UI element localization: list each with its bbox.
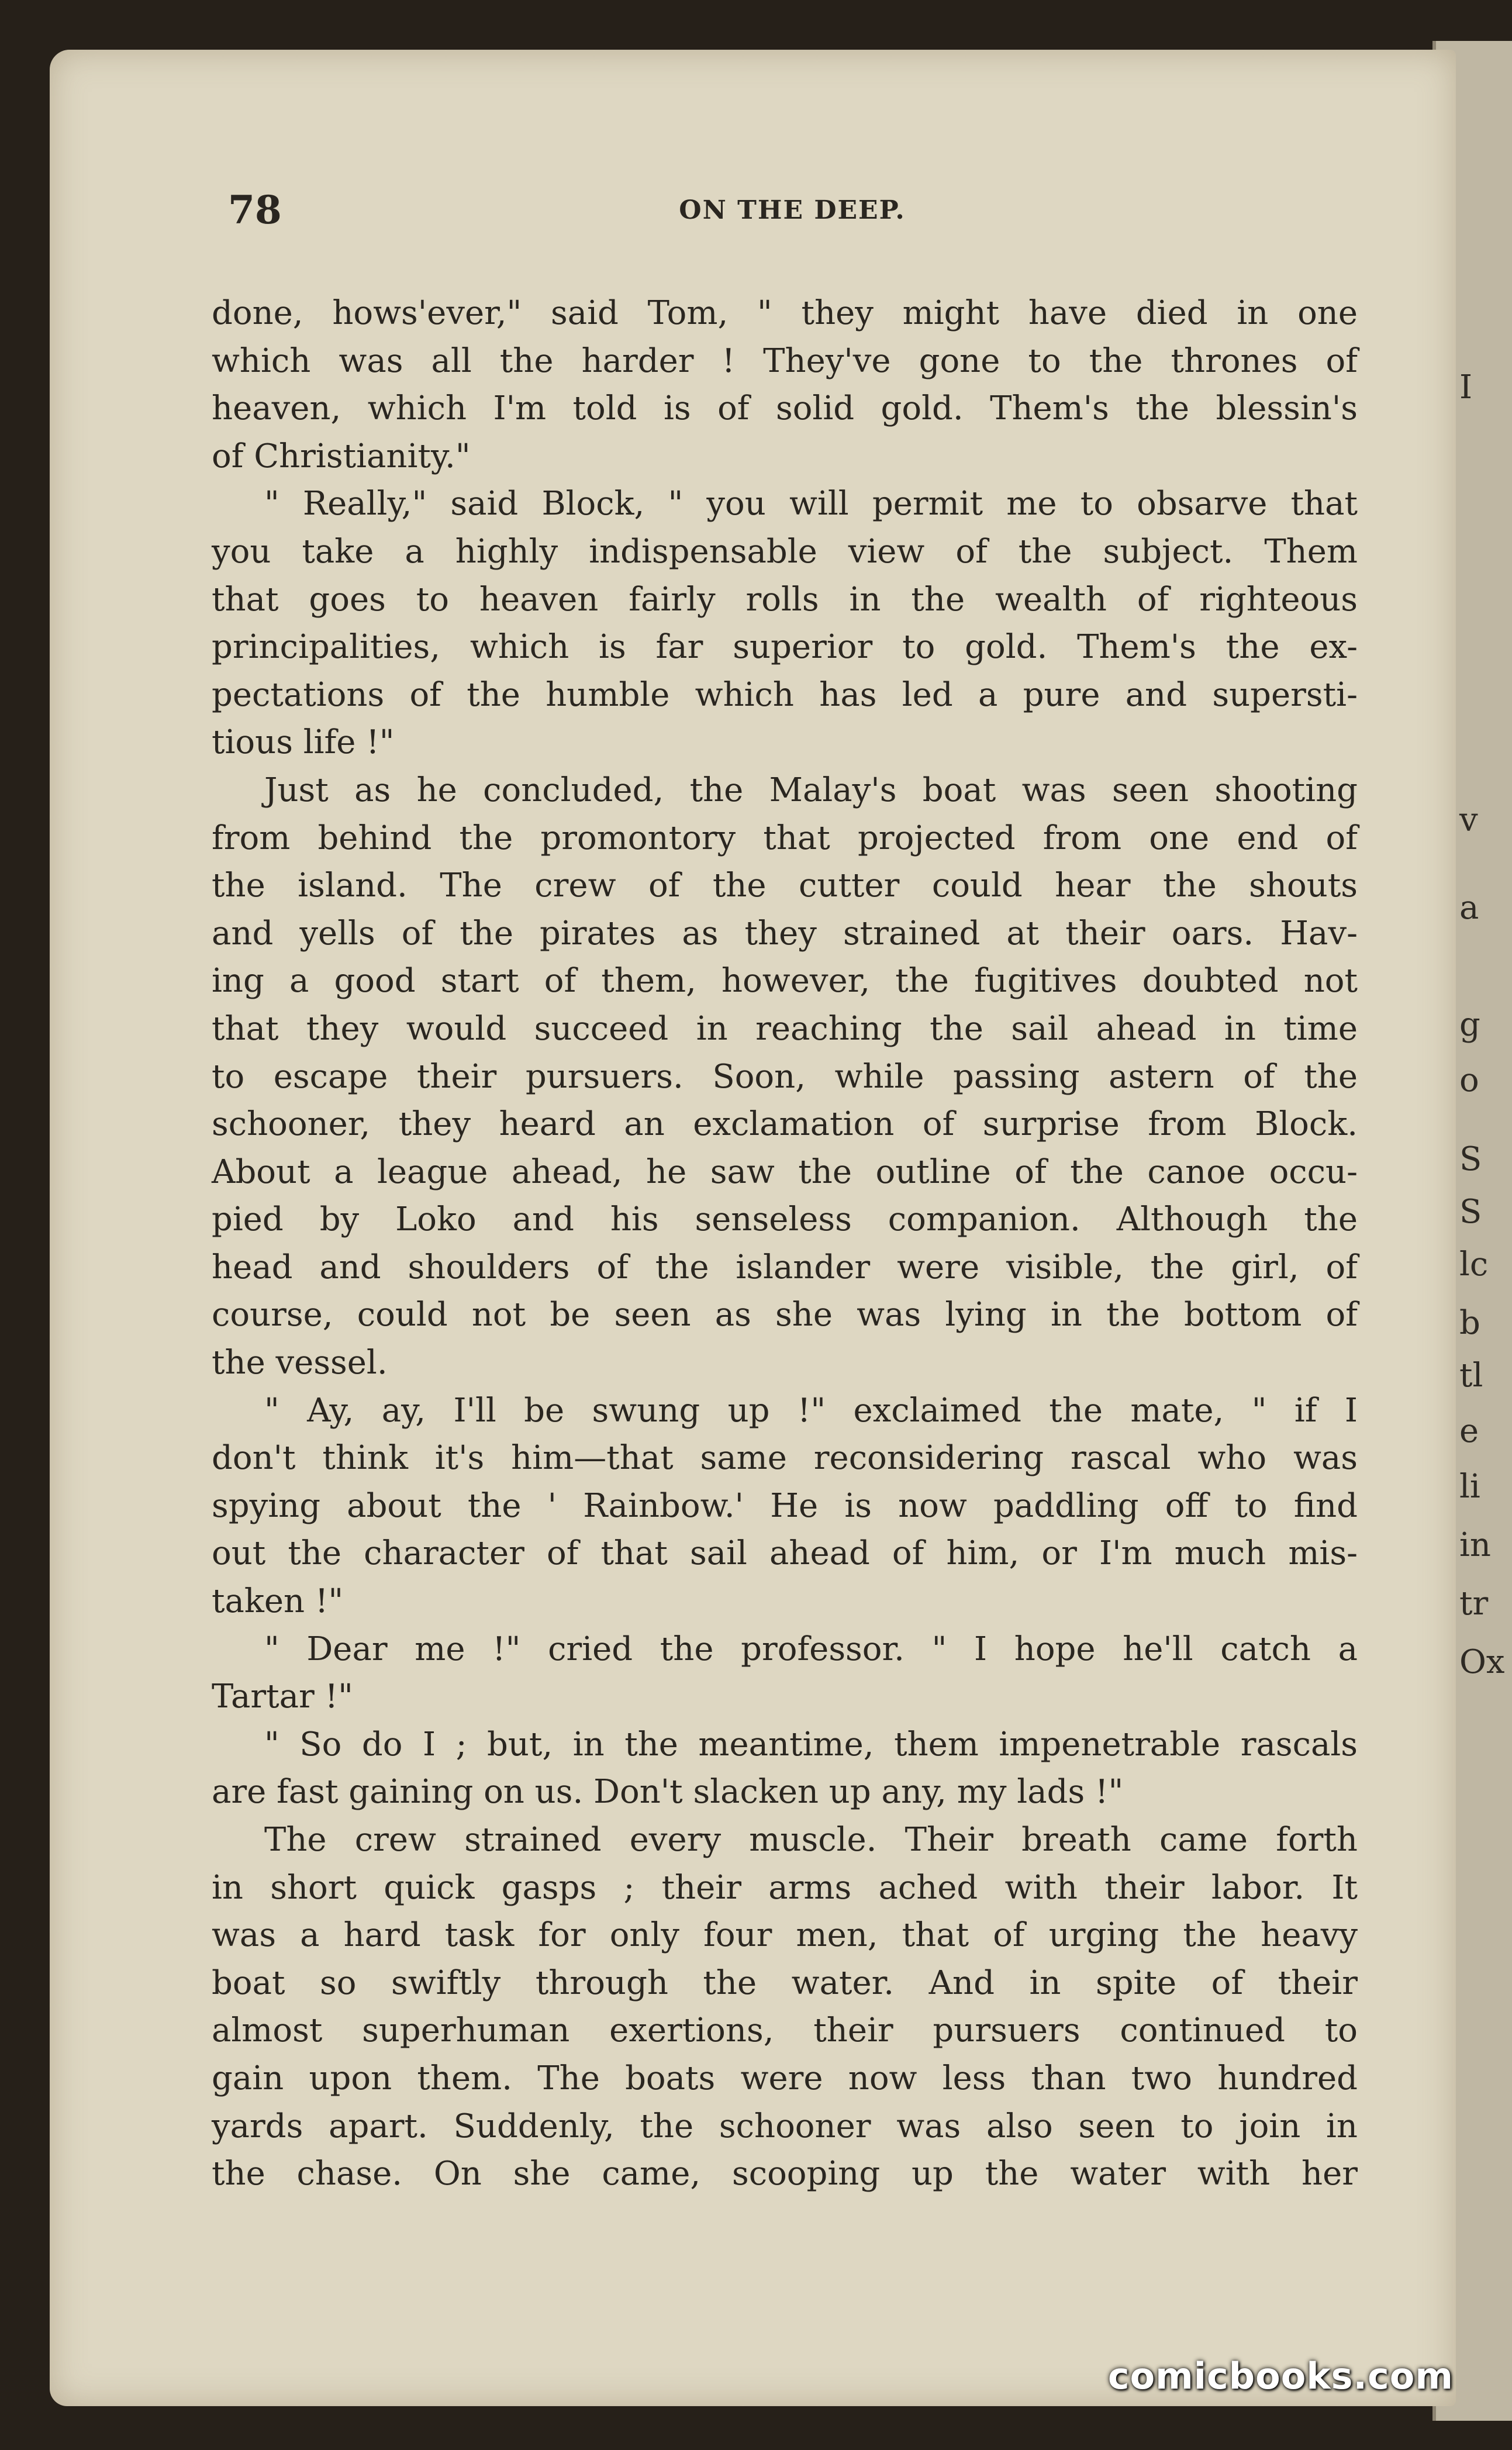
text-line: almost superhuman exertions, their pursuers continued to bbox=[212, 2011, 1358, 2050]
site-watermark: comicbooks.com bbox=[1107, 2355, 1454, 2397]
text-line: pied by Loko and his senseless companion. Although the bbox=[212, 1200, 1358, 1239]
text-line: the vessel. bbox=[212, 1344, 388, 1382]
text-line: pectations of the humble which has led a pure and supersti- bbox=[212, 675, 1358, 714]
next-page-fragment: Ox bbox=[1459, 1643, 1505, 1681]
running-head: ON THE DEEP. bbox=[679, 195, 906, 225]
text-line: taken !" bbox=[212, 1582, 344, 1621]
text-line: yards apart. Suddenly, the schooner was also seen to join in bbox=[212, 2107, 1358, 2145]
text-line: done, hows'ever," said Tom, " they might have died in one bbox=[212, 294, 1358, 332]
page-number: 78 bbox=[228, 187, 282, 233]
text-line: that goes to heaven fairly rolls in the wealth of righteous bbox=[212, 580, 1358, 619]
text-line: that they would succeed in reaching the sail ahead in time bbox=[212, 1009, 1358, 1048]
text-line: boat so swiftly through the water. And in spite of their bbox=[212, 1964, 1358, 2002]
body-text bbox=[212, 289, 1358, 2198]
text-line: are fast gaining on us. Don't slacken up any, my lads !" bbox=[212, 1773, 1124, 1811]
next-page-fragment: v bbox=[1459, 801, 1478, 839]
next-page-fragment: g bbox=[1459, 1006, 1480, 1044]
text-line: Tartar !" bbox=[212, 1678, 353, 1716]
text-line: " Really," said Block, " you will permit me to obsarve that bbox=[264, 485, 1358, 523]
next-page-fragment: o bbox=[1459, 1061, 1479, 1099]
next-page-fragment: e bbox=[1459, 1412, 1479, 1450]
text-line: The crew strained every muscle. Their breath came forth bbox=[264, 1821, 1358, 1859]
text-line: head and shoulders of the islander were visible, the girl, of bbox=[212, 1248, 1358, 1286]
text-line: you take a highly indispensable view of the subject. Them bbox=[212, 532, 1358, 571]
next-page-fragment: S bbox=[1459, 1193, 1482, 1231]
text-line: About a league ahead, he saw the outline of the canoe occu- bbox=[212, 1152, 1358, 1191]
next-page-fragment: li bbox=[1459, 1468, 1480, 1506]
text-line: which was all the harder ! They've gone to the thrones of bbox=[212, 341, 1358, 380]
text-line: " Ay, ay, I'll be swung up !" exclaimed the mate, " if I bbox=[264, 1391, 1358, 1430]
text-line: gain upon them. The boats were now less than two hundred bbox=[212, 2059, 1358, 2097]
next-page-fragment: a bbox=[1459, 889, 1479, 927]
text-line: course, could not be seen as she was lying in the bottom of bbox=[212, 1296, 1358, 1334]
text-line: tious life !" bbox=[212, 723, 395, 762]
text-line: spying about the ' Rainbow.' He is now paddling off to find bbox=[212, 1486, 1358, 1525]
text-line: from behind the promontory that projected from one end of bbox=[212, 819, 1358, 857]
page-header bbox=[228, 187, 1356, 246]
text-line: was a hard task for only four men, that of urging the heavy bbox=[212, 1916, 1358, 1955]
text-line: and yells of the pirates as they strained at their oars. Hav- bbox=[212, 914, 1358, 953]
text-line: principalities, which is far superior to gold. Them's the ex- bbox=[212, 628, 1358, 667]
text-line: ing a good start of them, however, the fugitives doubted not bbox=[212, 962, 1358, 1000]
text-line: " Dear me !" cried the professor. " I hope he'll catch a bbox=[264, 1630, 1358, 1668]
next-page-fragment: S bbox=[1459, 1140, 1482, 1178]
text-line: don't think it's him—that same reconsidering rascal who was bbox=[212, 1439, 1358, 1478]
next-page-fragment: tr bbox=[1459, 1585, 1489, 1623]
text-line: the chase. On she came, scooping up the water with her bbox=[212, 2155, 1358, 2193]
text-line: schooner, they heard an exclamation of surprise from Block. bbox=[212, 1105, 1358, 1144]
text-line: the island. The crew of the cutter could hear the shouts bbox=[212, 867, 1358, 905]
next-page-fragment: in bbox=[1459, 1526, 1491, 1564]
next-page-fragment: I bbox=[1459, 368, 1473, 406]
next-page-fragment: tl bbox=[1459, 1357, 1483, 1395]
text-line: " So do I ; but, in the meantime, them impenetrable rascals bbox=[264, 1725, 1358, 1764]
next-page-fragment: lc bbox=[1459, 1245, 1489, 1283]
text-line: heaven, which I'm told is of solid gold. Them's the blessin's bbox=[212, 389, 1358, 428]
text-line: to escape their pursuers. Soon, while passing astern of the bbox=[212, 1057, 1358, 1096]
text-line: in short quick gasps ; their arms ached with their labor. It bbox=[212, 1868, 1358, 1907]
text-line: of Christianity." bbox=[212, 437, 471, 475]
text-line: Just as he concluded, the Malay's boat was seen shooting bbox=[264, 771, 1358, 809]
next-page-fragment: b bbox=[1459, 1304, 1480, 1342]
text-line: out the character of that sail ahead of him, or I'm much mis- bbox=[212, 1534, 1358, 1573]
